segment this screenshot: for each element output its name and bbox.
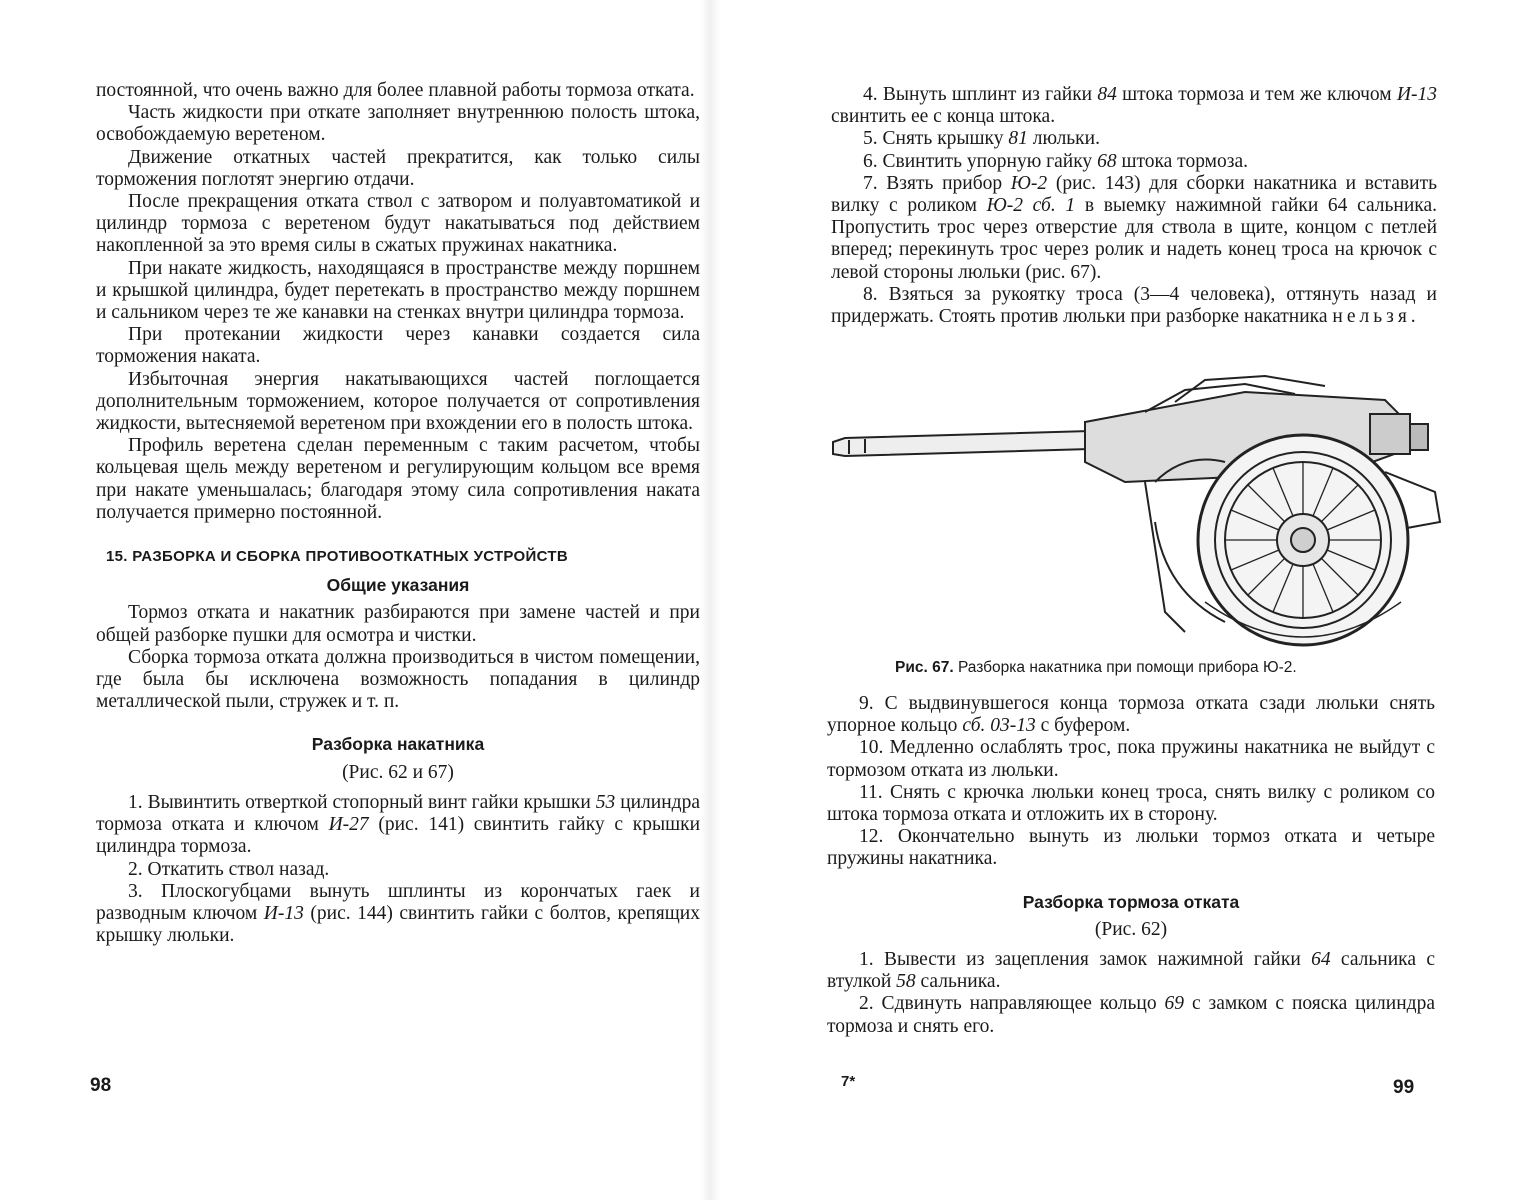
gun-illustration bbox=[825, 372, 1445, 657]
step-item: 7. Взять прибор Ю-2 (рис. 143) для сборки накатника и вставить вилку с роликом Ю-2 сб. 1 в выемку нажимной гайки 64 сальника. Пропустить трос через отверстие для ствола в щите, концом с петлей вперед; перекинуть трос через ролик и надеть конец троса на крючок с левой стороны люльки (рис. 67). bbox=[831, 172, 1438, 283]
right-page bbox=[755, 0, 1518, 1200]
paragraph: Профиль веретена сделан переменным с таким расчетом, чтобы кольцевая щель между веретеном и регулирующим кольцом все время при накате уменьшалась; благодаря этому сила сопротивления наката получается примерно постоянной. bbox=[96, 435, 700, 523]
section-title: 15. РАЗБОРКА И СБОРКА ПРОТИВООТКАТНЫХ УСТРОЙСТВ bbox=[106, 548, 568, 566]
step-item: 12. Окончательно вынуть из люльки тормоз отката и четыре пружины накатника. bbox=[827, 826, 1435, 870]
step-item: 2. Откатить ствол назад. bbox=[128, 858, 330, 880]
subsection-heading: Общие указания bbox=[326, 575, 470, 596]
page-number: 98 bbox=[90, 1075, 112, 1096]
paragraph: Избыточная энергия накатывающихся частей поглощается дополнительным торможением, которое получается от сопротивления жидкости, вытесняемой веретеном при вхождении его в полость штока. bbox=[96, 368, 700, 435]
left-page-text bbox=[96, 80, 700, 947]
step-item: 6. Свинтить упорную гайку 68 штока тормоза. bbox=[863, 150, 1248, 172]
right-page-text-top bbox=[831, 84, 1437, 328]
step-item: 10. Медленно ослаблять трос, пока пружины накатника не выйдут с тормозом отката из люльки. bbox=[827, 737, 1435, 781]
step-item: 1. Вывинтить отверткой стопорный винт гайки крышки 53 цилиндра тормоза отката и ключом И-27 (рис. 141) свинтить гайку с крышки цилиндра тормоза. bbox=[96, 791, 701, 858]
figure-reference: (Рис. 62 и 67) bbox=[342, 761, 454, 783]
paragraph: После прекращения отката ствол с затвором и полуавтоматикой и цилиндр тормоза с веретеном будут накатываться под действием накопленной за это время силы в сжатых пружинах накатника. bbox=[96, 191, 700, 257]
signature-mark: 7* bbox=[841, 1073, 856, 1090]
paragraph: Часть жидкости при откате заполняет внутреннюю полость штока, освобождаемую веретеном. bbox=[96, 102, 700, 146]
subsection-heading: Разборка накатника bbox=[311, 734, 485, 755]
subsection-heading: Разборка тормоза отката bbox=[1022, 891, 1240, 912]
page-number: 99 bbox=[1393, 1077, 1415, 1098]
paragraph: Сборка тормоза отката должна производиться в чистом помещении, где была бы исключена возможность попадания в цилиндр металлической пыли, стружек и т. п. bbox=[96, 646, 700, 713]
figure-reference: (Рис. 62) bbox=[1094, 918, 1168, 940]
step-item: 1. Вывести из зацепления замок нажимной гайки 64 сальника с втулкой 58 сальника. bbox=[827, 949, 1435, 993]
step-item: 5. Снять крышку 81 люльки. bbox=[863, 128, 1100, 150]
paragraph: При протекании жидкости через канавки создается сила торможения наката. bbox=[96, 324, 700, 368]
paragraph: постоянной, что очень важно для более плавной работы тормоза отката. bbox=[96, 80, 695, 101]
step-item: 8. Взяться за рукоятку троса (3—4 человека), оттянуть назад и придержать. Стоять против люльки при разборке накатника нельзя. bbox=[831, 283, 1437, 328]
right-page-text-bottom bbox=[827, 693, 1435, 1038]
step-item: 4. Вынуть шплинт из гайки 84 штока тормоза и тем же ключом И-13 свинтить ее с конца штока. bbox=[831, 84, 1437, 128]
figure-caption: Рис. 67. Разборка накатника при помощи прибора Ю-2. bbox=[895, 659, 1297, 676]
step-item: 2. Сдвинуть направляющее кольцо 69 с замком с пояска цилиндра тормоза и снять его. bbox=[827, 993, 1435, 1037]
paragraph: Движение откатных частей прекратится, как только силы торможения поглотят энергию отдачи. bbox=[96, 146, 700, 190]
step-item: 9. С выдвинувшегося конца тормоза отката сзади люльки снять упорное кольцо сб. 03-13 с буфером. bbox=[827, 693, 1435, 737]
paragraph: Тормоз отката и накатник разбираются при замене частей и при общей разборке пушки для осмотра и чистки. bbox=[96, 602, 700, 646]
paragraph: При накате жидкость, находящаяся в пространстве между поршнем и крышкой цилиндра, будет перетекать в пространство между поршнем и сальником через те же канавки на стенках внутри цилиндра тормоза. bbox=[96, 257, 700, 324]
step-item: 3. Плоскогубцами вынуть шплинты из корончатых гаек и разводным ключом И-13 (рис. 144) свинтить гайки с болтов, крепящих крышку люльки. bbox=[96, 880, 700, 947]
left-page bbox=[0, 0, 755, 1200]
step-item: 11. Снять с крючка люльки конец троса, снять вилку с роликом со штока тормоза отката и отложить их в сторону. bbox=[827, 781, 1435, 826]
